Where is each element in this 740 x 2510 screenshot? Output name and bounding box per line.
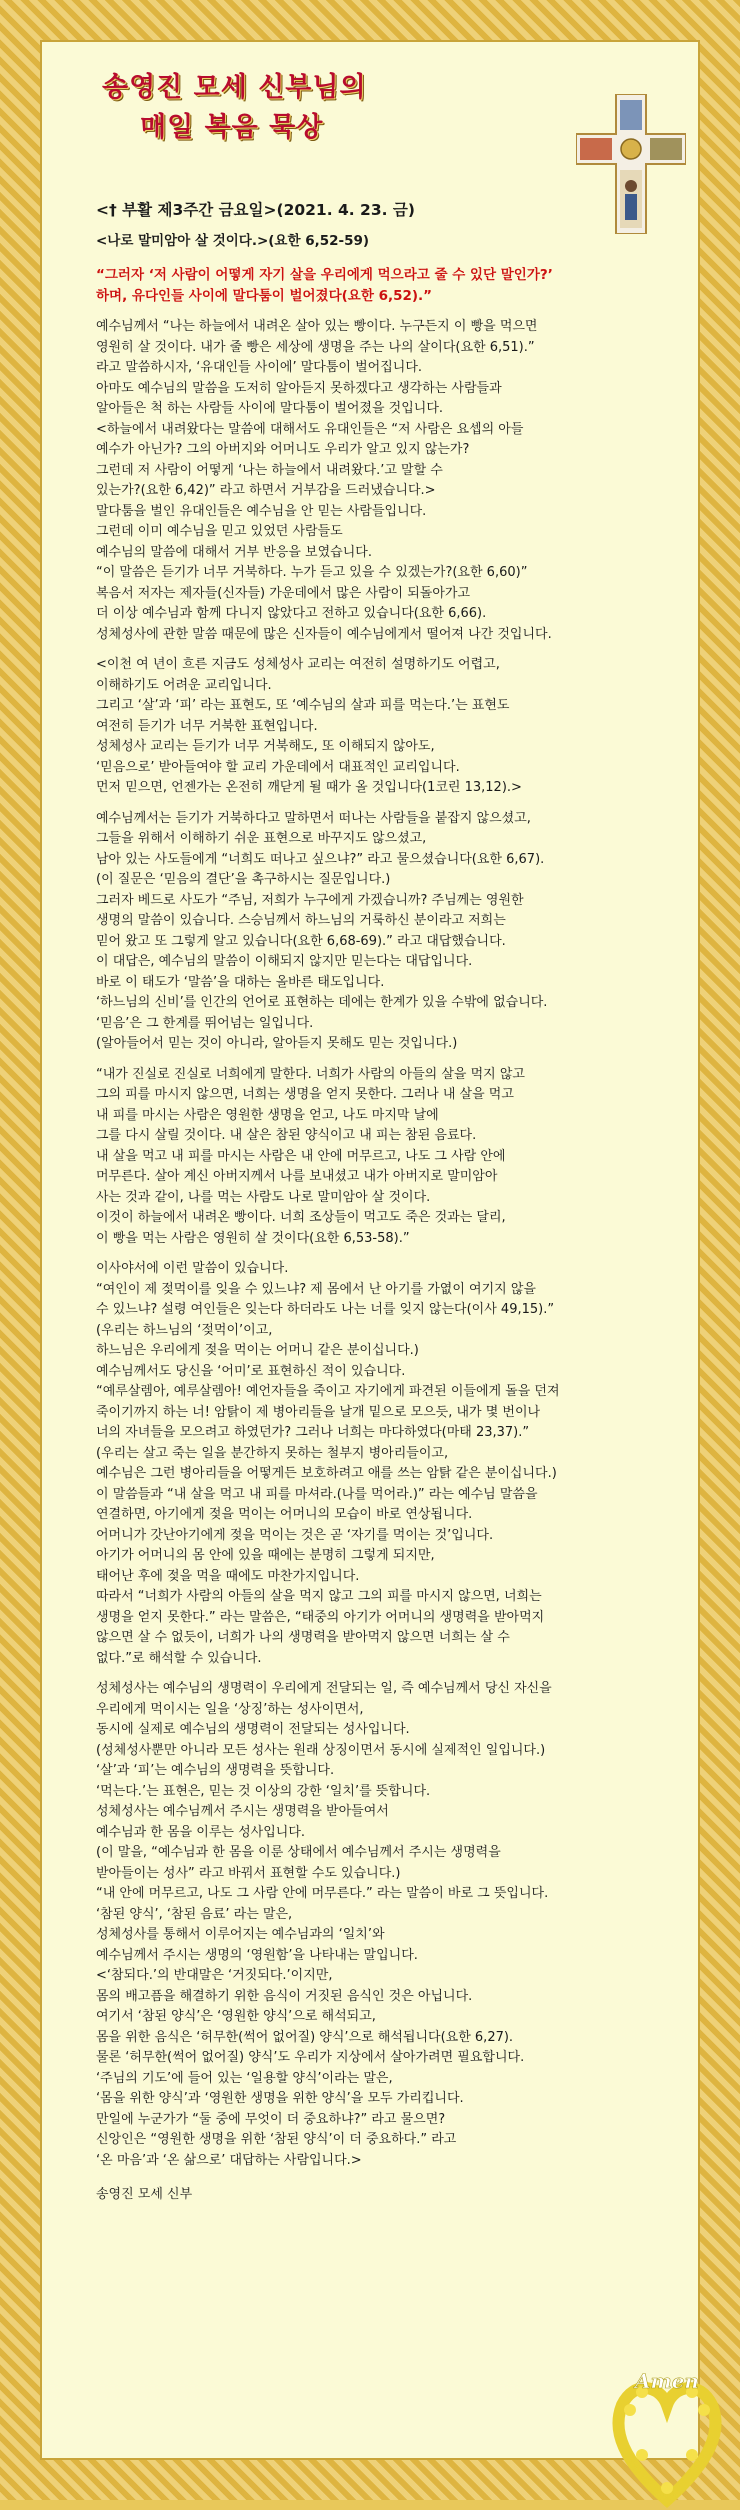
signature: 송영진 모세 신부	[96, 2187, 193, 2202]
paragraph: 예수님께서는 듣기가 거북하다고 말하면서 떠나는 사람들을 붙잡지 않으셨고, 그들을 위해서 이해하기 쉬운 표현으로 바꾸지도 않으셨고, 남아 있는 사도들에게 “너희도 떠나고 싶으냐?” 라고 물으셨습니다(요한 6,67). (이 질문은 ‘믿음의 결단’을 촉구하시는 질문입니다.) 그러자 베드로 사도가 “주님, 저희가 누구에게 가겠습니까? 주님께는 영원한 생명의 말씀이 있습니다. 스승님께서 하느님의 거룩하신 분이라고 저희는 믿어 왔고 또 그렇게 알고 있습니다(요한 6,68-69).” 라고 대답했습니다. 이 대답은, 예수님의 말씀이 이해되지 않지만 믿는다는 대답입니다. 바로 이 태도가 ‘말씀’을 대하는 올바른 태도입니다. ‘하느님의 신비’를 인간의 언어로 표현하는 데에는 한계가 있을 수밖에 없습니다. ‘믿음’은 그 한계를 뛰어넘는 일입니다. (알아들어서 믿는 것이 아니라, 알아듣지 못해도 믿는 것입니다.)	[96, 810, 548, 1051]
key-quote: “그러자 ‘저 사람이 어떻게 자기 살을 우리에게 먹으라고 줄 수 있단 말인가?’ 하며, 유다인들 사이에 말다툼이 벌어졌다(요한 6,52).”	[96, 267, 553, 304]
paragraph: 예수님께서 “나는 하늘에서 내려온 살아 있는 빵이다. 누구든지 이 빵을 먹으면 영원히 살 것이다. 내가 줄 빵은 세상에 생명을 주는 나의 살이다(요한 6,51).” 라고 말씀하시자, ‘유대인들 사이에’ 말다툼이 벌어집니다. 아마도 예수님의 말씀을 도저히 알아듣지 못하겠다고 생각하는 사람들과 알아들은 척 하는 사람들 사이에 말다툼이 벌어졌을 것입니다. <하늘에서 내려왔다는 말씀에 대해서도 유대인들은 “저 사람은 요셉의 아들 예수가 아닌가? 그의 아버지와 어머니도 우리가 알고 있지 않는가? 그런데 저 사람이 어떻게 ‘나는 하늘에서 내려왔다.’고 말할 수 있는가?(요한 6,42)” 라고 하면서 거부감을 드러냈습니다.> 말다툼을 벌인 유대인들은 예수님을 안 믿는 사람들입니다. 그런데 이미 예수님을 믿고 있었던 사람들도 예수님의 말씀에 대해서 거부 반응을 보였습니다. “이 말씀은 듣기가 너무 거북하다. 누가 듣고 있을 수 있겠는가?(요한 6,60)” 복음서 저자는 제자들(신자들) 가운데에서 많은 사람이 되돌아가고 더 이상 예수님과 함께 다니지 않았다고 전하고 있습니다(요한 6,66). 성체성사에 관한 말씀 때문에 많은 신자들이 예수님에게서 떨어져 나간 것입니다.	[96, 319, 552, 642]
paragraph: 성체성사는 예수님의 생명력이 우리에게 전달되는 일, 즉 예수님께서 당신 자신을 우리에게 먹이시는 일을 ‘상징’하는 성사이면서, 동시에 실제로 예수님의 생명력이 전달되는 성사입니다. (성체성사뿐만 아니라 모든 성사는 원래 상징이면서 동시에 실제적인 일입니다.) ‘살’과 ‘피’는 예수님의 생명력을 뜻합니다. ‘먹는다.’는 표현은, 믿는 것 이상의 강한 ‘일치’를 뜻합니다. 성체성사는 예수님께서 주시는 생명력을 받아들여서 예수님과 한 몸을 이루는 성사입니다. (이 말을, “예수님과 한 몸을 이룬 상태에서 예수님께서 주시는 생명력을 받아들이는 성사” 라고 바꿔서 표현할 수도 있습니다.) “내 안에 머무르고, 나도 그 사람 안에 머무른다.” 라는 말씀이 바로 그 뜻입니다. ‘참된 양식’, ‘참된 음료’ 라는 말은, 성체성사를 통해서 이루어지는 예수님과의 ‘일치’와 예수님께서 주시는 생명의 ‘영원함’을 나타내는 말입니다. <‘참되다.’의 반대말은 ‘거짓되다.’이지만, 몸의 배고픔을 해결하기 위한 음식이 거짓된 음식인 것은 아닙니다. 여기서 ‘참된 양식’은 ‘영원한 양식’으로 해석되고, 몸을 위한 음식은 ‘허무한(썩어 없어질) 양식’으로 해석됩니다(요한 6,27). 물론 ‘허무한(썩어 없어질) 양식’도 우리가 지상에서 살아가려면 필요합니다. ‘주님의 기도’에 들어 있는 ‘일용할 양식’이라는 말은, ‘몸을 위한 양식’과 ‘영원한 생명을 위한 양식’을 모두 가리킵니다. 만일에 누군가가 “둘 중에 무엇이 더 중요하냐?” 라고 물으면? 신앙인은 “영원한 생명을 위한 ‘참된 양식’이 더 중요하다.” 라고 ‘온 마음’과 ‘온 삶으로’ 대답하는 사람입니다.>	[96, 1681, 552, 2168]
page-title	[102, 68, 367, 148]
meditation-page	[40, 40, 700, 2460]
paragraph: 이사야서에 이런 말씀이 있습니다. “여인이 제 젖먹이를 잊을 수 있느냐? 제 몸에서 난 아기를 가엾이 여기지 않을 수 있느냐? 설령 여인들은 잊는다 하더라도 나는 너를 잊지 않는다(이사 49,15).” (우리는 하느님의 ‘젖먹이’이고, 하느님은 우리에게 젖을 먹이는 어머니 같은 분이십니다.) 예수님께서도 당신을 ‘어미’로 표현하신 적이 있습니다. “예루살렘아, 예루살렘아! 예언자들을 죽이고 자기에게 파견된 이들에게 돌을 던져 죽이기까지 하는 너! 암탉이 제 병아리들을 날개 밑으로 모으듯, 내가 몇 번이나 너의 자녀들을 모으려고 하였던가? 그러나 너희는 마다하였다(마태 23,37).” (우리는 살고 죽는 일을 분간하지 못하는 철부지 병아리들이고, 예수님은 그런 병아리들을 어떻게든 보호하려고 애를 쓰는 암탉 같은 분이십니다.) 이 말씀들과 “내 살을 먹고 내 피를 마셔라.(나를 먹어라.)” 라는 예수님 말씀을 연결하면, 아기에게 젖을 먹이는 어머니의 모습이 바로 연상됩니다. 어머니가 갓난아기에게 젖을 먹이는 것은 곧 ‘자기를 먹이는 것’입니다. 아기가 어머니의 몸 안에 있을 때에는 분명히 그렇게 되지만, 태어난 후에 젖을 먹을 때에도 마찬가지입니다. 따라서 “너희가 사람의 아들의 살을 먹지 않고 그의 피를 마시지 않으면, 너희는 생명을 얻지 못한다.” 라는 말씀은, “태중의 아기가 어머니의 생명력을 받아먹지 않으면 살 수 없듯이, 너희가 나의 생명력을 받아먹지 않으면 너희는 살 수 없다.”로 해석할 수 있습니다.	[96, 1261, 560, 1666]
title-line-1: 송영진 모세 신부님의	[102, 72, 367, 103]
paragraph: “내가 진실로 진실로 너희에게 말한다. 너희가 사람의 아들의 살을 먹지 않고 그의 피를 마시지 않으면, 너희는 생명을 얻지 못한다. 그러나 내 살을 먹고 내 피를 마시는 사람은 영원한 생명을 얻고, 나도 마지막 날에 그를 다시 살릴 것이다. 내 살은 참된 양식이고 내 피는 참된 음료다. 내 살을 먹고 내 피를 마시는 사람은 내 안에 머무르고, 나도 그 사람 안에 머무른다. 살아 계신 아버지께서 나를 보내셨고 내가 아버지로 말미암아 사는 것과 같이, 나를 먹는 사람도 나로 말미암아 살 것이다. 이것이 하늘에서 내려온 빵이다. 너희 조상들이 먹고도 죽은 것과는 달리, 이 빵을 먹는 사람은 영원히 살 것이다(요한 6,53-58).”	[96, 1066, 525, 1246]
meditation-content	[96, 200, 656, 2206]
liturgical-date: <† 부활 제3주간 금요일>(2021. 4. 23. 금)	[96, 201, 415, 219]
amen-label: Amen	[635, 2369, 699, 2393]
gospel-subtitle: <나로 말미암아 살 것이다.>(요한 6,52-59)	[96, 232, 370, 249]
title-line-2: 매일 복음 묵상	[140, 112, 324, 143]
amen-flower-heart-icon	[612, 2360, 722, 2510]
paragraph: <이천 여 년이 흐른 지금도 성체성사 교리는 여전히 설명하기도 어렵고, 이해하기도 어려운 교리입니다. 그리고 ‘살’과 ‘피’ 라는 표현도, 또 ‘예수님의 살과 피를 먹는다.’는 표현도 여전히 듣기가 너무 거북한 표현입니다. 성체성사 교리는 듣기가 너무 거북해도, 또 이해되지 않아도, ‘믿음으로’ 받아들여야 할 교리 가운데에서 대표적인 교리입니다. 먼저 믿으면, 언젠가는 온전히 깨닫게 될 때가 올 것입니다(1코린 13,12).>	[96, 657, 522, 795]
